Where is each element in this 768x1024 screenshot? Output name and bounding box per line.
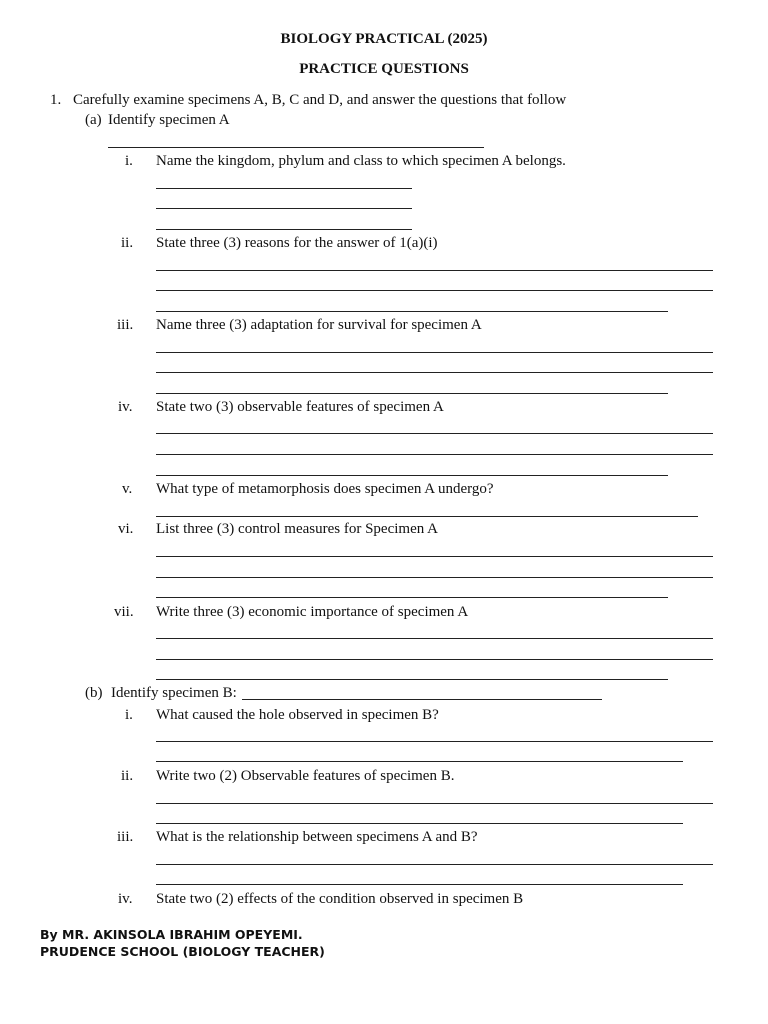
item-number: ii. [121, 768, 134, 784]
part-a-label: (a) [85, 112, 102, 128]
answer-line[interactable] [156, 352, 713, 353]
item-number: i. [125, 707, 133, 723]
answer-line[interactable] [156, 741, 713, 742]
item-text: State three (3) reasons for the answer of 1(a)(i) [156, 235, 438, 251]
item-number: ii. [121, 235, 134, 251]
school-credit: PRUDENCE SCHOOL (BIOLOGY TEACHER) [40, 944, 325, 959]
answer-line[interactable] [156, 475, 668, 476]
item-text: Name three (3) adaptation for survival for specimen A [156, 317, 482, 333]
answer-line[interactable] [156, 433, 713, 434]
question-text: Carefully examine specimens A, B, C and D, and answer the questions that follow [73, 92, 567, 108]
answer-line[interactable] [156, 516, 698, 517]
part-a-text: Identify specimen A [108, 112, 230, 128]
answer-line[interactable] [156, 803, 713, 804]
item-number: iv. [118, 399, 133, 415]
answer-line[interactable] [156, 229, 412, 230]
item-number: i. [125, 153, 133, 169]
item-text: What caused the hole observed in specimen B? [156, 707, 439, 723]
answer-line[interactable] [156, 597, 668, 598]
item-text: What type of metamorphosis does specimen A undergo? [156, 481, 494, 497]
answer-line[interactable] [156, 393, 668, 394]
item-text: Write three (3) economic importance of specimen A [156, 604, 469, 620]
answer-line[interactable] [156, 864, 713, 865]
answer-line[interactable] [156, 454, 713, 455]
author-credit: By MR. AKINSOLA IBRAHIM OPEYEMI. [40, 927, 303, 942]
item-text: Name the kingdom, phylum and class to which specimen A belongs. [156, 153, 566, 169]
answer-line[interactable] [156, 761, 683, 762]
answer-line[interactable] [156, 659, 713, 660]
answer-line[interactable] [156, 311, 668, 312]
item-number: vii. [114, 604, 134, 620]
item-text: Write two (2) Observable features of specimen B. [156, 768, 455, 784]
item-number: v. [122, 481, 133, 497]
answer-line[interactable] [156, 270, 713, 271]
item-text: What is the relationship between specimens A and B? [156, 829, 478, 845]
answer-line[interactable] [156, 823, 683, 824]
answer-line[interactable] [156, 638, 713, 639]
page-subtitle: PRACTICE QUESTIONS [299, 61, 469, 77]
answer-line[interactable] [242, 699, 602, 700]
answer-line[interactable] [156, 208, 412, 209]
item-number: iii. [117, 829, 134, 845]
answer-line[interactable] [108, 147, 484, 148]
answer-line[interactable] [156, 372, 713, 373]
item-text: List three (3) control measures for Specimen A [156, 521, 438, 537]
part-b-text: Identify specimen B: [111, 685, 237, 701]
item-number: iii. [117, 317, 134, 333]
answer-line[interactable] [156, 188, 412, 189]
answer-line[interactable] [156, 290, 713, 291]
part-b-label: (b) [85, 685, 103, 701]
page-title: BIOLOGY PRACTICAL (2025) [280, 31, 488, 47]
answer-line[interactable] [156, 884, 683, 885]
item-number: iv. [118, 891, 133, 907]
item-number: vi. [118, 521, 134, 537]
item-text: State two (2) effects of the condition observed in specimen B [156, 891, 524, 907]
answer-line[interactable] [156, 679, 668, 680]
answer-line[interactable] [156, 577, 713, 578]
answer-line[interactable] [156, 556, 713, 557]
question-number: 1. [50, 92, 62, 108]
item-text: State two (3) observable features of specimen A [156, 399, 444, 415]
